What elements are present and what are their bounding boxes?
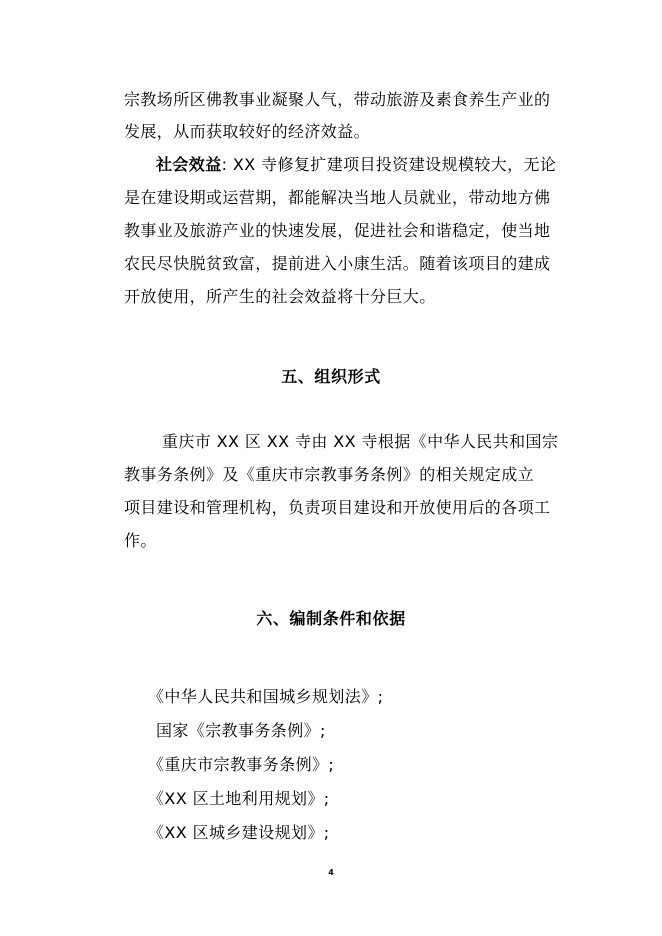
list-item: 《重庆市宗教事务条例》; bbox=[148, 755, 335, 774]
social-benefit-paragraph-first-line bbox=[156, 155, 556, 175]
body-text-line: 项目建设和管理机构，负责项目建设和开放使用后的各项工 bbox=[124, 498, 551, 517]
body-text-line: 发展，从而获取较好的经济效益。 bbox=[124, 122, 371, 141]
list-item: 国家《宗教事务条例》; bbox=[156, 721, 326, 740]
section-heading-organization: 五、组织形式 bbox=[281, 367, 381, 386]
body-text-line: 教事业及旅游产业的快速发展，促进社会和谐稳定，使当地 bbox=[124, 221, 551, 240]
list-item: 《中华人民共和国城乡规划法》; bbox=[148, 687, 384, 706]
list-item: 《XX 区城乡建设规划》; bbox=[148, 823, 330, 842]
body-text-line: 作。 bbox=[124, 531, 157, 550]
body-text-line: 是在建设期或运营期，都能解决当地人员就业，带动地方佛 bbox=[124, 188, 551, 207]
body-text-line: 教事务条例》及《重庆市宗教事务条例》的相关规定成立 bbox=[124, 465, 535, 484]
list-item: 《XX 区土地利用规划》; bbox=[148, 789, 330, 808]
social-benefit-label: 社会效益 bbox=[156, 155, 222, 174]
page-number: 4 bbox=[328, 868, 334, 877]
body-text-line: 开放使用，所产生的社会效益将十分巨大。 bbox=[124, 287, 436, 306]
body-text-line: 农民尽快脱贫致富，提前进入小康生活。随着该项目的建成 bbox=[124, 254, 551, 273]
section-heading-basis: 六、编制条件和依据 bbox=[256, 609, 406, 628]
body-text-line: 重庆市 XX 区 XX 寺由 XX 寺根据《中华人民共和国宗 bbox=[162, 432, 559, 451]
body-text-line: 宗教场所区佛教事业凝聚人气，带动旅游及素食养生产业的 bbox=[124, 90, 551, 109]
social-benefit-text: : XX 寺修复扩建项目投资建设规模较大，无论 bbox=[221, 155, 557, 174]
